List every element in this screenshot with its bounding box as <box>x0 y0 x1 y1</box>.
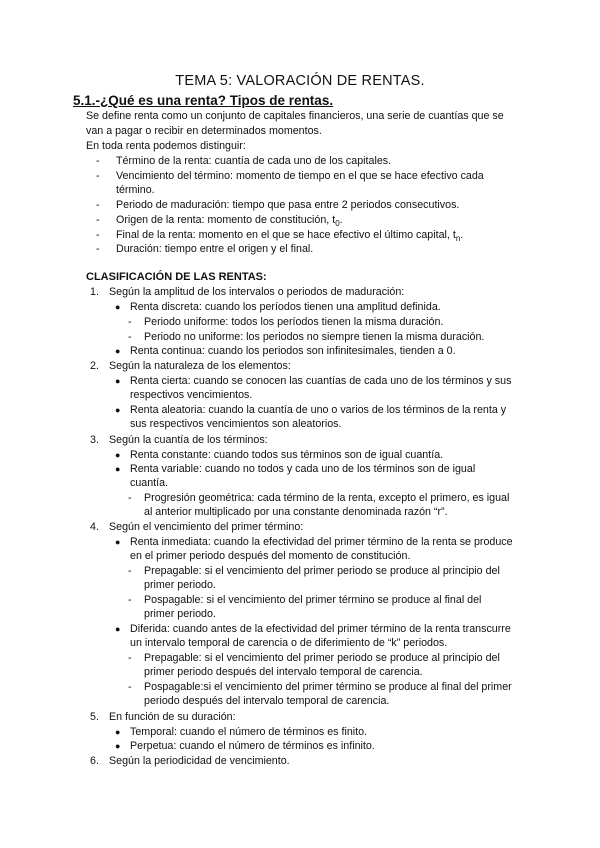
category-label: En función de su duración: <box>109 711 236 723</box>
sub-item-cont: primer periodo. <box>144 608 216 620</box>
sub-item: Periodo no uniforme: los periodos no siempre tienen la misma duración. <box>144 331 485 343</box>
list-number: 6. <box>90 755 99 767</box>
list-number: 5. <box>90 711 99 723</box>
category-label: Según la periodicidad de vencimiento. <box>109 755 290 767</box>
dash-marker: - <box>96 199 100 211</box>
intro-line: En toda renta podemos distinguir: <box>86 140 246 152</box>
sub-item: Prepagable: si el vencimiento del primer periodo se produce al principio del <box>144 652 500 664</box>
dash-marker: - <box>96 214 100 226</box>
sub-item-cont: al anterior multiplicado por una constante denominada razón “r”. <box>144 506 448 518</box>
sub-item-cont: primer periodo. <box>144 579 216 591</box>
list-item: Duración: tiempo entre el origen y el final. <box>116 243 314 255</box>
list-item: Periodo de maduración: tiempo que pasa entre 2 periodos consecutivos. <box>116 199 460 211</box>
bullet-item: Temporal: cuando el número de términos es finito. <box>130 726 368 738</box>
bullet-item-cont: sus respectivos vencimientos son aleatorios. <box>130 418 342 430</box>
list-item: Origen de la renta: momento de constitución, $t_0$. <box>116 214 343 229</box>
bullet-marker: ● <box>115 302 121 312</box>
category-label: Según la cuantía de los términos: <box>109 434 268 446</box>
bullet-item: Renta cierta: cuando se conocen las cuantías de cada uno de los términos y sus <box>130 375 512 387</box>
bullet-marker: ● <box>115 464 121 474</box>
bullet-item-cont: un intervalo temporal de carencia o de diferimiento de “k” periodos. <box>130 637 448 649</box>
sub-item: Pospagable:si el vencimiento del primer término se produce al final del primer <box>144 681 512 693</box>
bullet-marker: ● <box>115 346 121 356</box>
list-number: 2. <box>90 360 99 372</box>
bullet-marker: ● <box>115 537 121 547</box>
sub-item: Pospagable: si el vencimiento del primer término se produce al final del <box>144 594 482 606</box>
sub-item: Periodo uniforme: todos los períodos tienen la misma duración. <box>144 316 444 328</box>
bullet-marker: ● <box>115 741 121 751</box>
bullet-item: Renta continua: cuando los periodos son infinitesimales, tienden a 0. <box>130 345 456 357</box>
bullet-marker: ● <box>115 624 121 634</box>
dash-marker: - <box>128 681 132 693</box>
sub-item-cont: periodo después del intervalo temporal de carencia. <box>144 695 390 707</box>
dash-marker: - <box>128 316 132 328</box>
dash-marker: - <box>96 229 100 241</box>
sub-item-cont: primer periodo después del intervalo temporal de carencia. <box>144 666 423 678</box>
list-number: 3. <box>90 434 99 446</box>
dash-marker: - <box>96 170 100 182</box>
category-label: Según la amplitud de los intervalos o periodos de maduración: <box>109 286 405 298</box>
list-number: 4. <box>90 521 99 533</box>
bullet-item: Diferida: cuando antes de la efectividad del primer término de la renta transcurre <box>130 623 511 635</box>
bullet-item-cont: cuantía. <box>130 477 169 489</box>
bullet-marker: ● <box>115 376 121 386</box>
list-number: 1. <box>90 286 99 298</box>
bullet-item: Renta variable: cuando no todos y cada uno de los términos son de igual <box>130 463 476 475</box>
section-heading: 5.1.-¿Qué es una renta? Tipos de rentas. <box>73 93 334 108</box>
bullet-item-cont: respectivos vencimientos. <box>130 389 253 401</box>
dash-marker: - <box>128 565 132 577</box>
classification-title: CLASIFICACIÓN DE LAS RENTAS: <box>86 271 267 283</box>
intro-line: van a pagar o recibir en determinados momentos. <box>86 125 322 137</box>
dash-marker: - <box>128 652 132 664</box>
list-item-cont: término. <box>116 184 155 196</box>
page-title: TEMA 5: VALORACIÓN DE RENTAS. <box>175 73 425 89</box>
dash-marker: - <box>128 331 132 343</box>
bullet-item: Renta aleatoria: cuando la cuantía de uno o varios de los términos de la renta y <box>130 404 507 416</box>
bullet-item-cont: en el primer periodo después del momento de constitución. <box>130 550 411 562</box>
sub-item: Progresión geométrica: cada término de la renta, excepto el primero, es igual <box>144 492 510 504</box>
bullet-marker: ● <box>115 450 121 460</box>
bullet-item: Renta discreta: cuando los períodos tienen una amplitud definida. <box>130 301 441 313</box>
dash-marker: - <box>128 492 132 504</box>
dash-marker: - <box>96 243 100 255</box>
intro-line: Se define renta como un conjunto de capitales financieros, una serie de cuantías que se <box>86 110 504 122</box>
list-item: Término de la renta: cuantía de cada uno de los capitales. <box>116 155 392 167</box>
bullet-item: Renta constante: cuando todos sus términos son de igual cuantía. <box>130 449 444 461</box>
list-item: Vencimiento del término: momento de tiempo en el que se hace efectivo cada <box>116 170 484 182</box>
list-item: Final de la renta: momento en el que se hace efectivo el último capital, $t_n$. <box>116 229 464 244</box>
bullet-item: Renta inmediata: cuando la efectividad del primer término de la renta se produce <box>130 536 513 548</box>
dash-marker: - <box>128 594 132 606</box>
bullet-marker: ● <box>115 727 121 737</box>
category-label: Según el vencimiento del primer término: <box>109 521 304 533</box>
sub-item: Prepagable: si el vencimiento del primer periodo se produce al principio del <box>144 565 500 577</box>
category-label: Según la naturaleza de los elementos: <box>109 360 291 372</box>
dash-marker: - <box>96 155 100 167</box>
bullet-marker: ● <box>115 405 121 415</box>
bullet-item: Perpetua: cuando el número de términos es infinito. <box>130 740 375 752</box>
